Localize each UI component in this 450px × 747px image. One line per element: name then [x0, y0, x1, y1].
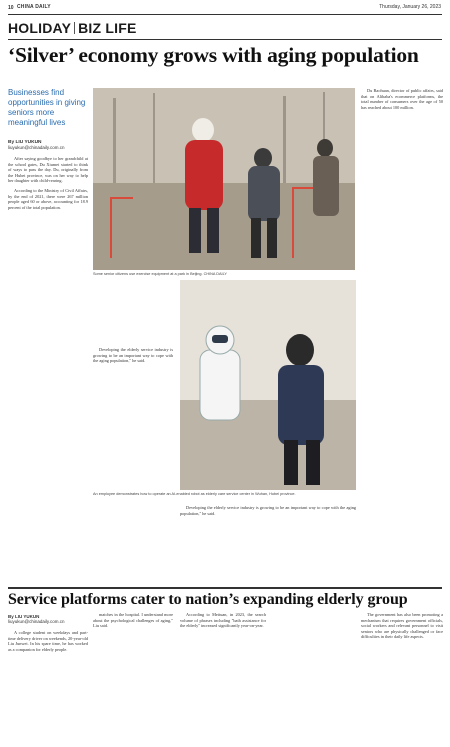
headline: ‘Silver’ economy grows with aging population: [8, 43, 419, 67]
story2-column-1: [8, 630, 88, 745]
article-text: After saying goodbye to her grandchild at the school gates, Du Xiumei started to think of ways to pass the day. Du, originally from the Hubei province, was on her way to help her daughter with child-rearing.: [8, 156, 88, 184]
article-text: According to Meituan, in 2023, the search volume of phrases including "bath assistance for the elderly" increased significantly year-on-year.: [180, 612, 266, 629]
story2-byline-name: By LIU YUKUN: [8, 614, 40, 619]
article-column-2: [93, 347, 173, 583]
section-title-part2: BIZ LIFE: [78, 20, 137, 36]
story2-byline-email: liuyukun@chinadaily.com.cn: [8, 619, 65, 624]
story2-column-4: [361, 612, 443, 745]
story2-column-2: [93, 612, 173, 745]
section-title-part1: HOLIDAY: [8, 20, 72, 36]
deck-text: Businesses find opportunities in giving seniors more meaningful lives: [8, 88, 86, 127]
page-number: 10: [8, 5, 14, 11]
article-column-3: [180, 505, 356, 585]
header-rule: [8, 14, 442, 15]
article-text: Developing the elderly service industry is growing to be an important way to cope with the aging population," he said.: [180, 505, 356, 516]
story2-byline: [8, 614, 65, 624]
robot-photo-caption: An employee demonstrates how to operate an AI-enabled robot as elderly care service center in Wuhan, Hubei province.: [93, 492, 296, 496]
article-text: According to the Ministry of Civil Affairs, by the end of 2021, there were 267 million people aged 60 or above, accounting for 18.9 percent of the total population.: [8, 187, 88, 210]
photo-credit: CHINA DAILY: [203, 272, 227, 276]
robot-demo-illustration: [180, 280, 356, 490]
byline-name: By LIU YUKUN: [8, 140, 42, 145]
byline-email: liuyukun@chinadaily.com.cn: [8, 145, 65, 150]
section-title: [8, 20, 137, 36]
section-rule: [8, 39, 442, 40]
article-text: Developing the elderly service industry is growing to be an important way to cope with the aging population," he said.: [93, 347, 173, 364]
section-divider: [74, 22, 75, 34]
seniors-exercising-illustration: [93, 88, 355, 270]
article-text: matches in the hospital. I understand more about the psychological challenges of aging," Liu said.: [93, 612, 173, 629]
paper-name: CHINA DAILY: [17, 4, 51, 10]
issue-date: Thursday, January 26, 2023: [379, 4, 441, 10]
article-text: A college student on weekdays and part-time delivery driver on weekends, 20-year-old Liu Junwei. In his spare time, he has worked as a companion for elderly people.: [8, 630, 88, 652]
story2-column-3: [180, 612, 266, 745]
article-column-4: [361, 88, 443, 583]
article-text: The government has also been promoting a mechanism that requires government officials, social workers and relevant personnel to visit seniors who are physically challenged or face difficulties in their daily life aspects.: [361, 612, 443, 640]
byline: [8, 140, 65, 150]
photo-caption: [93, 272, 355, 277]
main-photo: [93, 88, 355, 270]
story-divider: [8, 587, 442, 589]
robot-photo: [180, 280, 356, 490]
article-text: Du Baohuan, director of public affairs, said that on Alibaba's ecommerce platforms, the total number of consumers over the age of 50 has reached about 100 million.: [361, 88, 443, 110]
story2-headline: Service platforms cater to nation’s expanding elderly group: [8, 591, 408, 608]
photo-caption-text: Some senior citizens use exercise equipment at a park in Beijing.: [93, 272, 203, 276]
article-column-1: [8, 156, 88, 586]
